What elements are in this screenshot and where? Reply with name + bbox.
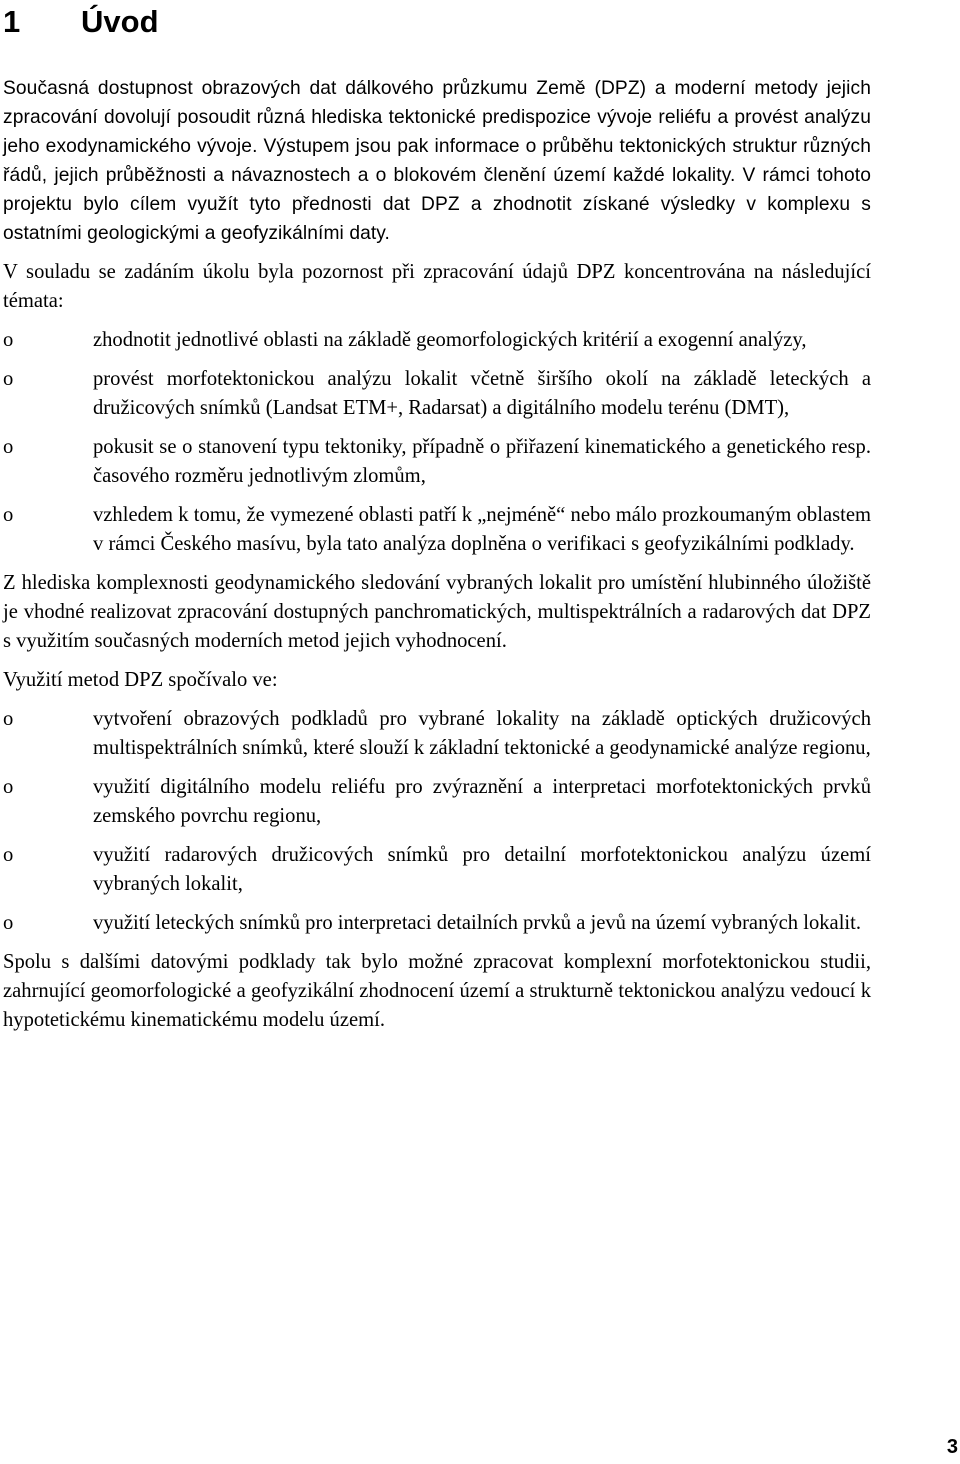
list-item [3, 841, 871, 899]
list-item-text: pokusit se o stanovení typu tektoniky, případně o přiřazení kinematického a genetického resp. časového rozměru jednotlivým zlomům, [93, 436, 871, 487]
methods-list [3, 705, 871, 938]
section-number: 1 [3, 4, 21, 39]
list-item-text: vzhledem k tomu, že vymezené oblasti patří k „nejméně“ nebo málo prozkoumaným oblastem v rámci Českého masívu, byla tato analýza doplněna o verifikaci s geofyzikálními podklady. [93, 504, 871, 555]
list-item [3, 501, 871, 559]
usage-paragraph: Využití metod DPZ spočívalo ve: [3, 669, 278, 691]
bullet-marker: o [3, 436, 14, 458]
list-item-text: využití digitálního modelu reliéfu pro zvýraznění a interpretaci morfotektonických prvků zemského povrchu regionu, [93, 776, 871, 827]
intro-paragraph [3, 74, 871, 248]
topics-list [3, 326, 871, 559]
list-item [3, 433, 871, 491]
list-item [3, 773, 871, 831]
list-item-text: vytvoření obrazových podkladů pro vybrané lokality na základě optických družicových multispektrálních snímků, které slouží k základní tektonické a geodynamické analýze regionu, [93, 708, 871, 759]
list-item-text: využití radarových družicových snímků pro detailní morfotektonickou analýzu území vybraných lokalit, [93, 844, 871, 895]
list-item [3, 365, 871, 423]
intro-continuation: V rámci tohoto projektu bylo cílem využít tyto přednosti dat DPZ a zhodnotit získané výsledky v komplexu s ostatními geologickými a geofyzikálními daty. [3, 165, 871, 244]
bullet-marker: o [3, 368, 14, 390]
section-title: Úvod [81, 4, 159, 39]
document-body [3, 74, 871, 1045]
assignment-paragraph: V souladu se zadáním úkolu byla pozornost při zpracování údajů DPZ koncentrována na následující témata: [3, 261, 871, 312]
bullet-marker: o [3, 708, 14, 730]
list-item-text: využití leteckých snímků pro interpretaci detailních prvků a jevů na území vybraných lokalit. [93, 912, 862, 934]
bullet-marker: o [3, 504, 14, 526]
list-item [3, 326, 871, 355]
bullet-marker: o [3, 912, 14, 934]
list-item [3, 705, 871, 763]
intro-text: Současná dostupnost obrazových dat dálkového průzkumu Země (DPZ) a moderní metody jejich zpracování dovolují posoudit různá hlediska tektonické predispozice vývoje reliéfu a provést analýzu jeho exodynamického vývoje. Výstupem jsou pak informace o průběhu tektonických struktur různých řádů, jejich průběžnosti a návaznostech a o blokovém členění území každé lokality. [3, 78, 871, 186]
bullet-marker: o [3, 844, 14, 866]
bullet-marker: o [3, 329, 14, 351]
bullet-marker: o [3, 776, 14, 798]
list-item-text: zhodnotit jednotlivé oblasti na základě geomorfologických kritérií a exogenní analýzy, [93, 329, 807, 351]
list-item-text: provést morfotektonickou analýzu lokalit včetně širšího okolí na základě leteckých a družicových snímků (Landsat ETM+, Radarsat) a digitálního modelu terénu (DMT), [93, 368, 871, 419]
section-heading [3, 2, 159, 42]
page-number: 3 [946, 1436, 958, 1458]
list-item [3, 909, 871, 938]
complexity-paragraph: Z hlediska komplexnosti geodynamického sledování vybraných lokalit pro umístění hlubinného úložiště je vhodné realizovat zpracování dostupných panchromatických, multispektrálních a radarových dat DPZ s využitím současných moderních metod jejich vyhodnocení. [3, 572, 871, 652]
conclusion-paragraph: Spolu s dalšími datovými podklady tak bylo možné zpracovat komplexní morfotektonickou studii, zahrnující geomorfologické a geofyzikální zhodnocení území a strukturně tektonickou analýzu vedoucí k hypotetickému kinematickému modelu území. [3, 951, 871, 1031]
